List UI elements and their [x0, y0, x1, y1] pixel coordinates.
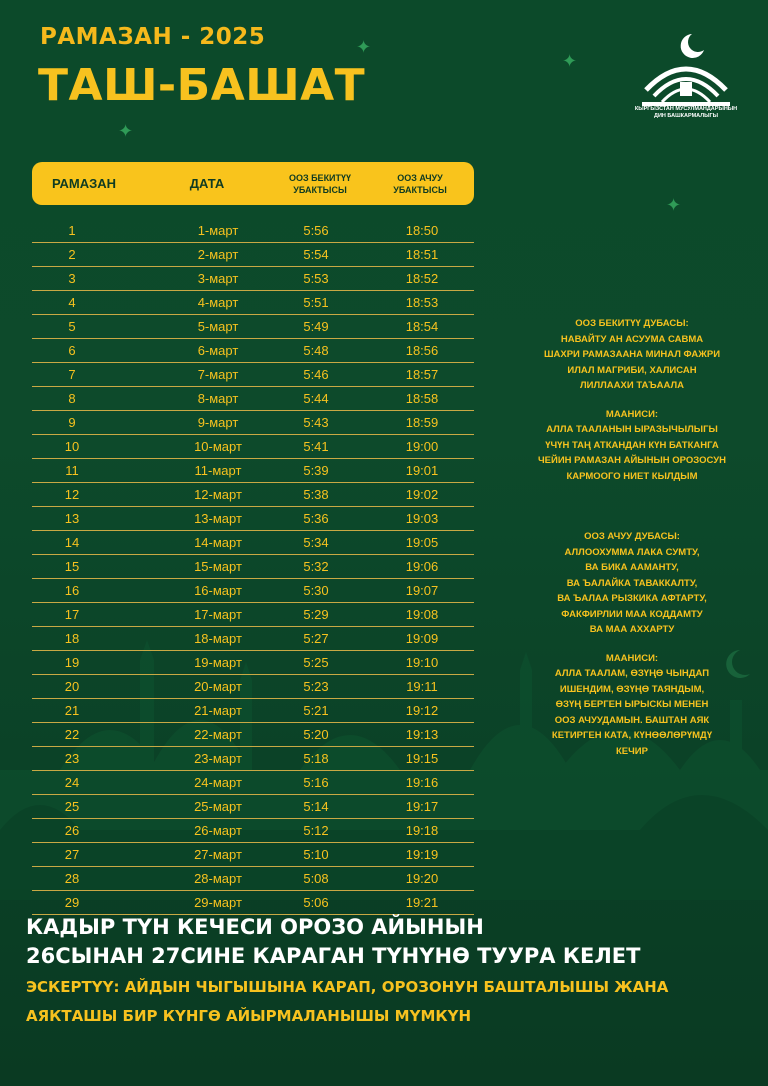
cell-day: 18 — [64, 631, 80, 646]
cell-day: 28 — [64, 871, 80, 886]
cell-suhoor-time: 5:32 — [303, 559, 329, 574]
laylat-note-line1: КАДЫР ТҮН КЕЧЕСИ ОРОЗО АЙЫНЫН — [26, 915, 484, 939]
table-row — [32, 723, 474, 747]
header-ramadan-day: РАМАЗАН — [51, 176, 117, 191]
dua-meaning-line: КЕЧИР — [616, 745, 648, 757]
cell-date: 29-март — [194, 895, 242, 910]
cell-date: 21-март — [194, 703, 242, 718]
laylat-al-qadr-note — [26, 913, 746, 971]
cell-day: 12 — [64, 487, 80, 502]
cell-iftar-time: 19:02 — [405, 487, 439, 502]
dua-line: ВА ЪАЛАЙКА ТАВАККАЛТУ, — [566, 577, 698, 589]
cell-date: 22-март — [194, 727, 242, 742]
table-row — [32, 675, 474, 699]
cell-day: 29 — [64, 895, 80, 910]
cell-iftar-time: 19:16 — [405, 775, 439, 790]
cell-day: 2 — [68, 247, 76, 262]
cell-suhoor-time: 5:20 — [303, 727, 329, 742]
table-row — [32, 219, 474, 243]
table-row — [32, 411, 474, 435]
table-row — [32, 243, 474, 267]
cell-day: 1 — [68, 223, 76, 238]
cell-iftar-time: 19:20 — [405, 871, 439, 886]
dua-meaning-line: МААНИСИ: — [605, 652, 659, 664]
cell-date: 13-март — [194, 511, 242, 526]
header-suhoor-time — [268, 162, 372, 205]
cell-date: 9-март — [197, 415, 239, 430]
cell-day: 7 — [68, 367, 76, 382]
sparkle-icon: ✦ — [562, 51, 578, 71]
cell-suhoor-time: 5:34 — [303, 535, 329, 550]
cell-suhoor-time: 5:12 — [303, 823, 329, 838]
cell-day: 4 — [68, 295, 76, 310]
cell-date: 14-март — [194, 535, 242, 550]
dua-meaning-line: КЕТИРГЕН КАТА, КҮНӨӨЛӨРҮМДҮ — [551, 730, 713, 741]
cell-iftar-time: 18:59 — [405, 415, 439, 430]
cell-date: 20-март — [194, 679, 242, 694]
cell-suhoor-time: 5:49 — [303, 319, 329, 334]
cell-suhoor-time: 5:38 — [303, 487, 329, 502]
cell-day: 26 — [64, 823, 80, 838]
cell-suhoor-time: 5:48 — [303, 343, 329, 358]
header-iftar-time — [370, 162, 470, 205]
cell-day: 17 — [64, 607, 80, 622]
cell-date: 6-март — [197, 343, 239, 358]
cell-iftar-time: 18:54 — [405, 319, 439, 334]
cell-iftar-time: 19:13 — [405, 727, 439, 742]
table-row — [32, 507, 474, 531]
cell-date: 18-март — [194, 631, 242, 646]
header-iftar-line2: УБАКТЫСЫ — [393, 184, 447, 195]
cell-date: 2-март — [197, 247, 239, 262]
cell-date: 8-март — [197, 391, 239, 406]
cell-day: 3 — [68, 271, 76, 286]
logo-caption-line1: КЫРГЫЗСТАН МУСУЛМАНДАРЫНЫН — [634, 106, 738, 112]
page-kicker: РАМАЗАН - 2025 — [40, 24, 266, 50]
table-row — [32, 771, 474, 795]
schedule-table-header — [32, 162, 474, 205]
cell-iftar-time: 19:11 — [406, 679, 438, 694]
cell-day: 5 — [68, 319, 76, 334]
table-row — [32, 843, 474, 867]
dua-line: ШАХРИ РАМАЗААНА МИНАЛ ФАЖРИ — [543, 349, 721, 360]
table-row — [32, 459, 474, 483]
dua-line: ВА БИКА ААМАНТУ, — [585, 562, 679, 573]
cell-date: 5-март — [197, 319, 239, 334]
suhoor-dua-block — [512, 316, 752, 484]
header-iftar-line1: ООЗ АЧУУ — [397, 172, 443, 183]
dua-line: НАВАЙТУ АН АСУУМА САВМА — [560, 333, 704, 345]
dua-line: ВА МАА АХХАРТУ — [589, 624, 675, 635]
cell-date: 15-март — [194, 559, 242, 574]
cell-suhoor-time: 5:54 — [303, 247, 329, 262]
table-row — [32, 795, 474, 819]
dua-spacer — [512, 394, 752, 407]
table-row — [32, 483, 474, 507]
sparkle-icon: ✦ — [118, 121, 134, 141]
dua-meaning-line: ООЗ АЧУУДАМЫН. БАШТАН АЯК — [554, 714, 710, 726]
cell-iftar-time: 19:17 — [405, 799, 439, 814]
cell-iftar-time: 19:08 — [405, 607, 439, 622]
cell-iftar-time: 19:15 — [405, 751, 439, 766]
cell-day: 22 — [64, 727, 80, 742]
table-row — [32, 819, 474, 843]
cell-iftar-time: 18:57 — [405, 367, 439, 382]
header-suhoor-line2: УБАКТЫСЫ — [293, 184, 347, 195]
cell-date: 4-март — [197, 295, 239, 310]
dua-meaning-line: ЧЕЙИН РАМАЗАН АЙЫНЫН ОРОЗОСУН — [538, 455, 726, 466]
cell-day: 24 — [64, 775, 80, 790]
cell-date: 11-март — [194, 463, 242, 478]
cell-iftar-time: 19:19 — [405, 847, 439, 862]
laylat-note-line2: 26СЫНАН 27СИНЕ КАРАГАН ТҮНҮНӨ ТУУРА КЕЛЕТ — [26, 944, 641, 968]
cell-suhoor-time: 5:08 — [303, 871, 329, 886]
cell-day: 11 — [65, 463, 79, 478]
table-row — [32, 747, 474, 771]
table-row — [32, 531, 474, 555]
cell-suhoor-time: 5:27 — [303, 631, 329, 646]
moon-sighting-warning — [26, 973, 746, 1031]
cell-iftar-time: 18:56 — [405, 343, 439, 358]
cell-date: 24-март — [194, 775, 242, 790]
cell-suhoor-time: 5:25 — [303, 655, 329, 670]
cell-iftar-time: 19:07 — [405, 583, 439, 598]
dua-meaning-line: ӨЗҮҢ БЕРГЕН ЫРЫСКЫ МЕНЕН — [555, 699, 709, 710]
cell-date: 28-март — [194, 871, 242, 886]
cell-date: 25-март — [194, 799, 242, 814]
dua-line: ВА ЪАЛАА РЫЗКИКА АФТАРТУ, — [557, 593, 707, 604]
cell-iftar-time: 18:53 — [405, 295, 439, 310]
cell-day: 27 — [64, 847, 80, 862]
cell-date: 19-март — [194, 655, 242, 670]
iftar-dua-block — [512, 529, 752, 759]
cell-suhoor-time: 5:21 — [303, 703, 329, 718]
cell-suhoor-time: 5:23 — [303, 679, 329, 694]
dua-meaning-line: АЛЛА ТААЛАНЫН ЫРАЗЫЧЫЛЫГЫ — [546, 424, 718, 435]
cell-date: 16-март — [194, 583, 242, 598]
warning-line2: АЯКТАШЫ БИР КҮНГӨ АЙЫРМАЛАНЫШЫ МҮМКҮН — [26, 1007, 472, 1025]
cell-day: 19 — [64, 655, 80, 670]
table-row — [32, 339, 474, 363]
cell-iftar-time: 19:10 — [405, 655, 439, 670]
table-row — [32, 891, 474, 915]
dua-line: ООЗ АЧУУ ДУБАСЫ: — [584, 531, 680, 542]
cell-iftar-time: 19:03 — [405, 511, 439, 526]
table-row — [32, 291, 474, 315]
cell-date: 26-март — [194, 823, 242, 838]
table-row — [32, 387, 474, 411]
table-row — [32, 363, 474, 387]
cell-day: 14 — [64, 535, 80, 550]
logo-caption-line2: ДИН БАШКАРМАЛЫГЫ — [654, 113, 718, 119]
cell-date: 23-март — [194, 751, 242, 766]
schedule-table-body — [32, 219, 474, 915]
table-row — [32, 435, 474, 459]
cell-suhoor-time: 5:18 — [303, 751, 329, 766]
cell-iftar-time: 19:05 — [405, 535, 439, 550]
dua-spacer — [512, 638, 752, 651]
dua-line: АЛЛООХУММА ЛАКА СУМТУ, — [564, 546, 700, 558]
cell-day: 9 — [68, 415, 76, 430]
cell-suhoor-time: 5:16 — [303, 775, 329, 790]
cell-suhoor-time: 5:36 — [303, 511, 329, 526]
cell-iftar-time: 19:21 — [405, 895, 439, 910]
cell-day: 6 — [68, 343, 76, 358]
cell-day: 10 — [64, 439, 80, 454]
table-row — [32, 267, 474, 291]
cell-suhoor-time: 5:46 — [303, 367, 329, 382]
cell-day: 25 — [64, 799, 80, 814]
cell-date: 17-март — [194, 607, 242, 622]
cell-day: 23 — [64, 751, 80, 766]
header-date: ДАТА — [189, 176, 225, 191]
cell-iftar-time: 18:50 — [405, 223, 439, 238]
table-row — [32, 651, 474, 675]
cell-iftar-time: 19:12 — [405, 703, 439, 718]
cell-day: 16 — [64, 583, 80, 598]
cell-iftar-time: 19:18 — [405, 823, 439, 838]
warning-line1: ЭСКЕРТҮҮ: АЙДЫН ЧЫГЫШЫНА КАРАП, ОРОЗОНУН БАШТАЛЫШЫ ЖАНА — [26, 978, 669, 996]
dua-line: ИЛАЛ МАГРИБИ, ХАЛИСАН — [567, 364, 697, 376]
cell-suhoor-time: 5:10 — [303, 847, 329, 862]
cell-iftar-time: 19:00 — [405, 439, 439, 454]
cell-suhoor-time: 5:06 — [303, 895, 329, 910]
dua-line: ФАКФИРЛИИ МАА КОДДАМТУ — [561, 608, 703, 620]
cell-day: 13 — [64, 511, 80, 526]
dua-meaning-line: ҮЧҮН ТАҢ АТКАНДАН КҮН БАТКАНГА — [545, 439, 719, 451]
table-row — [32, 603, 474, 627]
cell-iftar-time: 19:09 — [405, 631, 439, 646]
cell-date: 3-март — [197, 271, 239, 286]
cell-day: 8 — [68, 391, 76, 406]
cell-suhoor-time: 5:53 — [303, 271, 329, 286]
organization-logo-caption — [630, 106, 742, 120]
cell-iftar-time: 19:06 — [405, 559, 439, 574]
cell-day: 20 — [64, 679, 80, 694]
cell-iftar-time: 18:52 — [405, 271, 439, 286]
cell-suhoor-time: 5:56 — [303, 223, 329, 238]
table-row — [32, 579, 474, 603]
dua-meaning-line: КАРМООГО НИЕТ КЫЛДЫМ — [566, 470, 698, 482]
dua-line: ЛИЛЛААХИ ТАЪААЛА — [579, 380, 685, 391]
sparkle-icon: ✦ — [666, 195, 682, 215]
cell-date: 7-март — [197, 367, 239, 382]
header-suhoor-line1: ООЗ БЕКИТҮҮ — [288, 172, 352, 183]
dua-meaning-line: АЛЛА ТААЛАМ, ӨЗҮҢӨ ЧЫНДАП — [554, 668, 710, 679]
table-row — [32, 867, 474, 891]
cell-day: 15 — [64, 559, 80, 574]
dua-meaning-line: ИШЕНДИМ, ӨЗҮҢӨ ТАЯНДЫМ, — [559, 683, 705, 695]
cell-suhoor-time: 5:39 — [303, 463, 329, 478]
cell-day: 21 — [64, 703, 80, 718]
cell-suhoor-time: 5:41 — [303, 439, 329, 454]
cell-iftar-time: 18:58 — [405, 391, 439, 406]
table-row — [32, 699, 474, 723]
cell-suhoor-time: 5:30 — [303, 583, 329, 598]
cell-date: 27-март — [194, 847, 242, 862]
table-row — [32, 627, 474, 651]
dua-line: ООЗ БЕКИТҮҮ ДУБАСЫ: — [575, 318, 689, 329]
cell-suhoor-time: 5:44 — [303, 391, 329, 406]
dua-meaning-line: МААНИСИ: — [605, 408, 659, 420]
cell-iftar-time: 18:51 — [405, 247, 439, 262]
cell-suhoor-time: 5:14 — [303, 799, 329, 814]
cell-suhoor-time: 5:51 — [303, 295, 329, 310]
sparkle-icon: ✦ — [356, 37, 372, 57]
cell-suhoor-time: 5:29 — [303, 607, 329, 622]
table-row — [32, 555, 474, 579]
cell-iftar-time: 19:01 — [405, 463, 439, 478]
cell-date: 12-март — [194, 487, 242, 502]
cell-suhoor-time: 5:43 — [303, 415, 329, 430]
cell-date: 10-март — [194, 439, 242, 454]
table-row — [32, 315, 474, 339]
cell-date: 1-март — [197, 223, 239, 238]
page-title: ТАШ-БАШАТ — [38, 60, 366, 111]
